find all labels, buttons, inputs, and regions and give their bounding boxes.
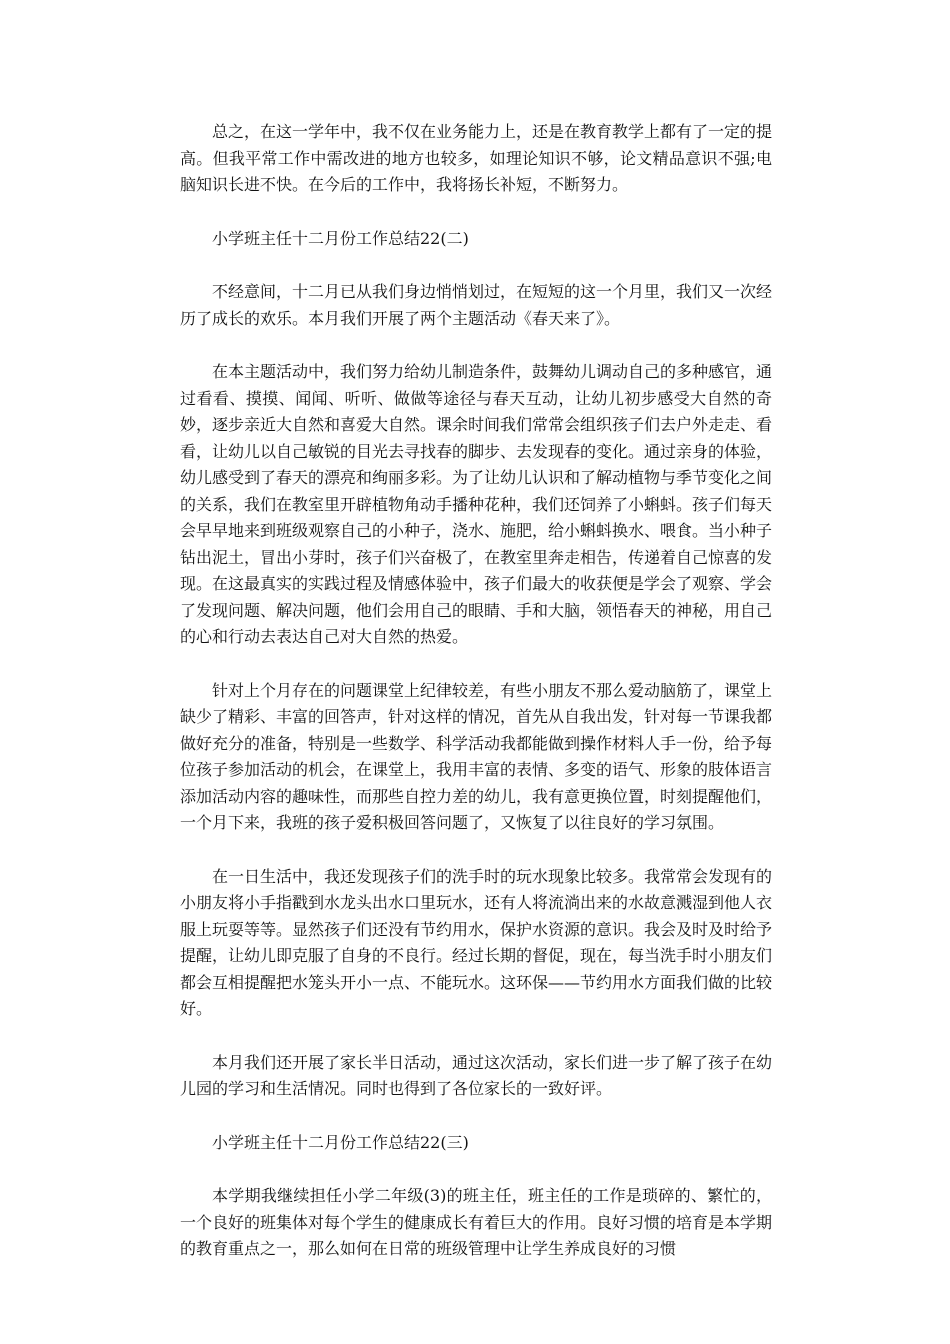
paragraph-new-term: 本学期我继续担任小学二年级(3)的班主任，班主任的工作是琐碎的、繁忙的，一个良好的班集体对每个学生的健康成长有着巨大的作用。良好习惯的培育是本学期的教育重点之一，那么如何在日常的班级管理中让学生养成良好的习惯 xyxy=(180,1186,773,1258)
paragraph-theme-activity: 在本主题活动中，我们努力给幼儿制造条件，鼓舞幼儿调动自己的多种感官，通过看看、摸摸、闻闻、听听、做做等途径与春天互动，让幼儿初步感受大自然的奇妙，逐步亲近大自然和喜爱大自然。课余时间我们常常会组织孩子们去户外走走、看看，让幼儿以自己敏锐的目光去寻找春的脚步、去发现春的变化。通过亲身的体验，幼儿感受到了春天的漂亮和绚丽多彩。为了让幼儿认识和了解动植物与季节变化之间的关系，我们在教室里开辟植物角动手播种花种，我们还饲养了小蝌蚪。孩子们每天会早早地来到班级观察自己的小种子，浇水、施肥，给小蝌蚪换水、喂食。当小种子钻出泥土，冒出小芽时，孩子们兴奋极了，在教室里奔走相告，传递着自己惊喜的发现。在这最真实的实践过程及情感体验中，孩子们最大的收获便是学会了观察、学会了发现问题、解决问题，他们会用自己的眼睛、手和大脑，领悟春天的神秘，用自己的心和行动去表达自己对大自然的热爱。 xyxy=(180,362,773,646)
paragraph-parent-activity: 本月我们还开展了家长半日活动，通过这次活动，家长们进一步了解了孩子在幼儿园的学习和生活情况。同时也得到了各位家长的一致好评。 xyxy=(180,1052,773,1098)
paragraph-summary: 总之，在这一学年中，我不仅在业务能力上，还是在教育教学上都有了一定的提高。但我平常工作中需改进的地方也较多，如理论知识不够，论文精品意识不强;电脑知识长进不快。在今后的工作中，我将扬长补短，不断努力。 xyxy=(180,122,773,194)
section-heading-3: 小学班主任十二月份工作总结22(三) xyxy=(212,1132,469,1152)
paragraph-classroom-discipline: 针对上个月存在的问题课堂上纪律较差，有些小朋友不那么爱动脑筋了，课堂上缺少了精彩、丰富的回答声，针对这样的情况，首先从自我出发，针对每一节课我都做好充分的准备，特别是一些数学、科学活动我都能做到操作材料人手一份，给予每位孩子参加活动的机会，在课堂上，我用丰富的表情、多变的语气、形象的肢体语言添加活动内容的趣味性，而那些自控力差的幼儿，我有意更换位置，时刻提醒他们，一个月下来，我班的孩子爱积极回答问题了，又恢复了以往良好的学习氛围。 xyxy=(180,680,773,832)
paragraph-intro: 不经意间，十二月已从我们身边悄悄划过，在短短的这一个月里，我们又一次经历了成长的欢乐。本月我们开展了两个主题活动《春天来了》。 xyxy=(180,282,773,328)
document-body xyxy=(180,119,772,1290)
paragraph-water-saving: 在一日生活中，我还发现孩子们的洗手时的玩水现象比较多。我常常会发现有的小朋友将小手指戳到水龙头出水口里玩水，还有人将流淌出来的水故意溅湿到他人衣服上玩耍等等。显然孩子们还没有节约用水，保护水资源的意识。我会及时及时给予提醒，让幼儿即克服了自身的不良行。经过长期的督促，现在，每当洗手时小朋友们都会互相提醒把水笼头开小一点、不能玩水。这环保——节约用水方面我们做的比较好。 xyxy=(180,866,773,1018)
section-heading-2: 小学班主任十二月份工作总结22(二) xyxy=(212,228,469,248)
